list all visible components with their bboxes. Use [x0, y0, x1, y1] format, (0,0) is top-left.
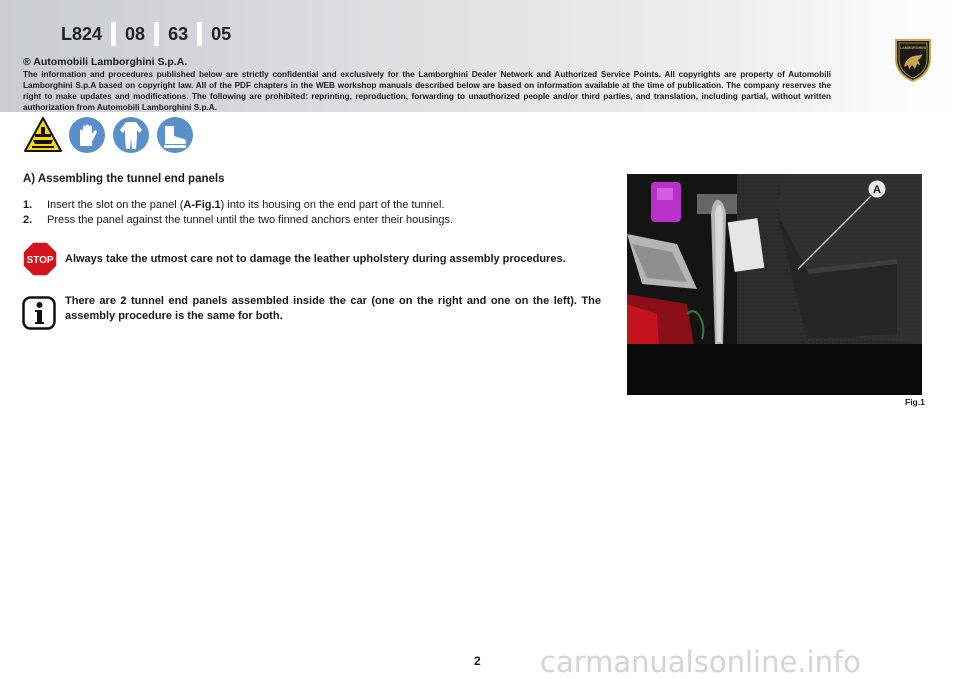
- stop-sign-label: STOP: [26, 255, 54, 266]
- code-group: 08: [125, 24, 146, 44]
- figure-caption: Fig.1: [905, 397, 925, 407]
- step-number: 1.: [23, 199, 33, 211]
- lamborghini-logo: [893, 37, 933, 83]
- step-text: Press the panel against the tunnel until the two finned anchors enter their housings.: [47, 214, 454, 226]
- code-subgroup: 63: [168, 24, 189, 44]
- figure-callout-a: A: [873, 184, 881, 196]
- notice-body: The information and procedures published below are strictly confidential and exclusively for the Lamborghini Dealer Network and Authorized Service Points. All copyrights are property of Automobili Lamborghini S.p.A based on copyright law. All of the PDF chapters in the WEB workshop manuals described below are based on information available at the time of publication. The company reserves the right to make updates and modifications. The following are prohibited: reprinting, reproduction, forwarding to unauthorized people and/or third parties, and translation, including partial, without written authorization from Automobili Lamborghini S.p.A.: [23, 70, 831, 112]
- figure-reference: A-Fig.1: [183, 199, 221, 211]
- figure-photo: [627, 174, 922, 395]
- step-item: [23, 213, 453, 228]
- safety-icons-row: [24, 116, 194, 154]
- step-text: [47, 198, 444, 213]
- protective-gloves-icon: [68, 116, 106, 154]
- document-code-bar: [52, 22, 240, 46]
- stop-warning-text: Always take the utmost care not to damage the leather upholstery during assembly procedures.: [65, 253, 566, 265]
- step-text-before: Insert the slot on the panel (: [47, 199, 184, 211]
- logo-wordmark: LAMBORGHINI: [900, 46, 926, 50]
- copyright-notice: [23, 56, 831, 113]
- protective-overalls-icon: [112, 116, 150, 154]
- page-number: 2: [474, 654, 481, 668]
- step-item: [23, 198, 453, 213]
- info-note: [22, 294, 601, 330]
- watermark-text: carmanualsonline.info: [540, 645, 861, 679]
- step-text-after: ) into its housing on the end part of the tunnel.: [220, 199, 445, 211]
- procedure-steps: [23, 198, 453, 228]
- code-section: 05: [211, 24, 232, 44]
- crush-hazard-warning-icon: [24, 116, 62, 154]
- code-model: L824: [61, 24, 103, 44]
- section-title: A) Assembling the tunnel end panels: [23, 173, 225, 185]
- info-icon: [22, 296, 56, 330]
- info-note-text: There are 2 tunnel end panels assembled inside the car (one on the right and one on the left). The assembly procedure is the same for both.: [65, 295, 601, 322]
- stop-warning: [22, 241, 566, 277]
- notice-title: ® Automobili Lamborghini S.p.A.: [23, 56, 188, 68]
- stop-sign-icon: [22, 241, 58, 277]
- safety-shoes-icon: [156, 116, 194, 154]
- step-number: 2.: [23, 214, 33, 226]
